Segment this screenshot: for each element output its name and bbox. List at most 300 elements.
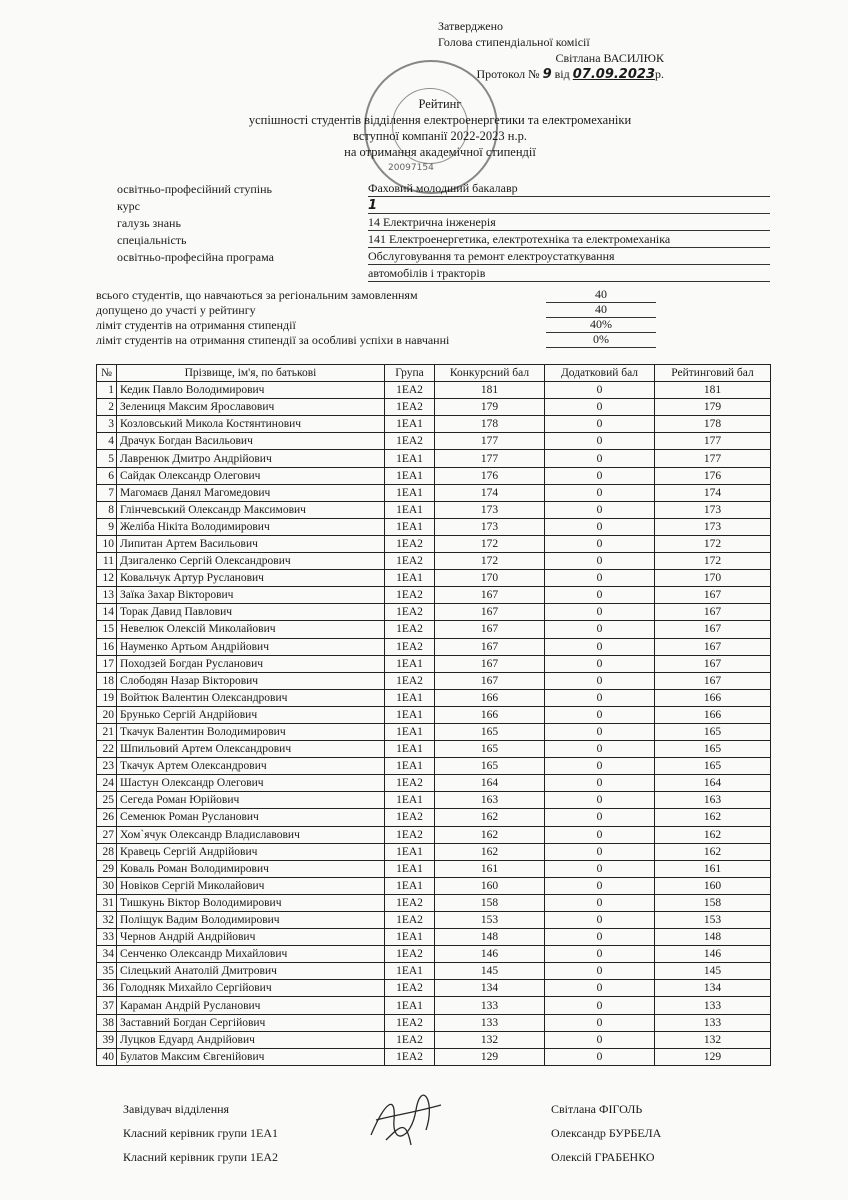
table-row — [97, 672, 771, 689]
rating-score: 170 — [655, 570, 771, 587]
student-group: 1ЕА2 — [385, 1048, 435, 1065]
info-value: Обслуговування та ремонт електроустаткування — [368, 249, 770, 265]
student-name: Лавренюк Дмитро Андрійович — [117, 450, 385, 467]
table-row — [97, 963, 771, 980]
row-number: 10 — [97, 535, 117, 552]
stats-label: ліміт студентів на отримання стипендії — [96, 318, 296, 332]
additional-score: 0 — [545, 433, 655, 450]
rating-score: 134 — [655, 980, 771, 997]
stats-value: 40 — [546, 302, 656, 318]
rating-score: 172 — [655, 553, 771, 570]
student-group: 1ЕА2 — [385, 382, 435, 399]
student-name: Зелениця Максим Ярославович — [117, 399, 385, 416]
competitive-score: 133 — [435, 997, 545, 1014]
document-title — [160, 96, 720, 160]
signature-row — [123, 1102, 743, 1126]
stats-label: допущено до участі у рейтингу — [96, 303, 256, 317]
title-line-4: на отримання академічної стипендії — [344, 145, 536, 159]
competitive-score: 173 — [435, 501, 545, 518]
student-name: Булатов Максим Євгенійович — [117, 1048, 385, 1065]
table-row — [97, 809, 771, 826]
title-line-3: вступної компанії 2022-2023 н.р. — [353, 129, 527, 143]
additional-score: 0 — [545, 501, 655, 518]
additional-score: 0 — [545, 826, 655, 843]
table-row — [97, 518, 771, 535]
rating-score: 181 — [655, 382, 771, 399]
row-number: 1 — [97, 382, 117, 399]
protocol-number: 9 — [542, 67, 552, 82]
table-row — [97, 1031, 771, 1048]
additional-score: 0 — [545, 467, 655, 484]
signature-row — [123, 1126, 743, 1150]
info-row — [117, 265, 777, 282]
competitive-score: 158 — [435, 894, 545, 911]
approval-label: Затверджено — [438, 19, 504, 33]
date-prefix: від — [554, 67, 570, 81]
table-row — [97, 399, 771, 416]
table-row — [97, 894, 771, 911]
info-label: курс — [117, 199, 140, 213]
student-group: 1ЕА1 — [385, 741, 435, 758]
row-number: 13 — [97, 587, 117, 604]
student-group: 1ЕА1 — [385, 570, 435, 587]
competitive-score: 163 — [435, 792, 545, 809]
additional-score: 0 — [545, 570, 655, 587]
info-value: Фаховий молодший бакалавр — [368, 181, 770, 197]
row-number: 11 — [97, 553, 117, 570]
student-group: 1ЕА2 — [385, 553, 435, 570]
student-name: Глінчевський Олександр Максимович — [117, 501, 385, 518]
rating-score: 167 — [655, 604, 771, 621]
competitive-score: 170 — [435, 570, 545, 587]
competitive-score: 167 — [435, 672, 545, 689]
row-number: 3 — [97, 416, 117, 433]
row-number: 36 — [97, 980, 117, 997]
header-competitive-score: Конкурсний бал — [435, 365, 545, 382]
competitive-score: 172 — [435, 553, 545, 570]
competitive-score: 165 — [435, 758, 545, 775]
table-row — [97, 1014, 771, 1031]
student-name: Семенюк Роман Русланович — [117, 809, 385, 826]
row-number: 40 — [97, 1048, 117, 1065]
row-number: 27 — [97, 826, 117, 843]
student-name: Заставний Богдан Сергійович — [117, 1014, 385, 1031]
competitive-score: 162 — [435, 843, 545, 860]
row-number: 19 — [97, 689, 117, 706]
row-number: 39 — [97, 1031, 117, 1048]
additional-score: 0 — [545, 929, 655, 946]
rating-score: 160 — [655, 877, 771, 894]
rating-score: 178 — [655, 416, 771, 433]
competitive-score: 177 — [435, 450, 545, 467]
row-number: 16 — [97, 638, 117, 655]
additional-score: 0 — [545, 741, 655, 758]
rating-score: 166 — [655, 689, 771, 706]
rating-score: 172 — [655, 535, 771, 552]
table-row — [97, 946, 771, 963]
info-row — [117, 231, 777, 248]
row-number: 17 — [97, 655, 117, 672]
competitive-score: 179 — [435, 399, 545, 416]
additional-score: 0 — [545, 518, 655, 535]
student-group: 1ЕА2 — [385, 912, 435, 929]
table-row — [97, 501, 771, 518]
rating-score: 132 — [655, 1031, 771, 1048]
student-group: 1ЕА1 — [385, 963, 435, 980]
stats-value: 40 — [546, 287, 656, 303]
student-name: Магомаєв Данял Магомедович — [117, 484, 385, 501]
table-body — [97, 382, 771, 1066]
student-group: 1ЕА2 — [385, 621, 435, 638]
table-row — [97, 433, 771, 450]
student-group: 1ЕА2 — [385, 535, 435, 552]
student-name: Кедик Павло Володимирович — [117, 382, 385, 399]
stats-label: всього студентів, що навчаються за регіональним замовленням — [96, 288, 418, 302]
info-value: 141 Електроенергетика, електротехніка та електромеханіка — [368, 232, 770, 248]
competitive-score: 166 — [435, 706, 545, 723]
approval-protocol — [438, 66, 678, 83]
additional-score: 0 — [545, 758, 655, 775]
table-row — [97, 638, 771, 655]
student-name: Кравець Сергій Андрійович — [117, 843, 385, 860]
info-row — [117, 248, 777, 265]
rating-score: 163 — [655, 792, 771, 809]
competitive-score: 174 — [435, 484, 545, 501]
competitive-score: 161 — [435, 860, 545, 877]
student-group: 1ЕА2 — [385, 399, 435, 416]
row-number: 25 — [97, 792, 117, 809]
student-name: Тишкунь Віктор Володимирович — [117, 894, 385, 911]
student-name: Торак Давид Павлович — [117, 604, 385, 621]
rating-score: 167 — [655, 638, 771, 655]
student-name: Брунько Сергій Андрійович — [117, 706, 385, 723]
rating-score: 167 — [655, 621, 771, 638]
row-number: 22 — [97, 741, 117, 758]
header-additional-score: Додатковий бал — [545, 365, 655, 382]
table-row — [97, 484, 771, 501]
student-name: Невелюк Олексій Миколайович — [117, 621, 385, 638]
student-group: 1ЕА2 — [385, 826, 435, 843]
table-row — [97, 877, 771, 894]
student-group: 1ЕА2 — [385, 604, 435, 621]
table-row — [97, 689, 771, 706]
additional-score: 0 — [545, 399, 655, 416]
competitive-score: 160 — [435, 877, 545, 894]
student-group: 1ЕА1 — [385, 467, 435, 484]
competitive-score: 129 — [435, 1048, 545, 1065]
rating-score: 145 — [655, 963, 771, 980]
rating-score: 173 — [655, 501, 771, 518]
student-group: 1ЕА2 — [385, 980, 435, 997]
competitive-score: 173 — [435, 518, 545, 535]
student-name: Чернов Андрій Андрійович — [117, 929, 385, 946]
additional-score: 0 — [545, 604, 655, 621]
row-number: 29 — [97, 860, 117, 877]
table-header-row — [97, 365, 771, 382]
rating-score: 165 — [655, 758, 771, 775]
competitive-score: 181 — [435, 382, 545, 399]
additional-score: 0 — [545, 706, 655, 723]
stats-row — [96, 318, 666, 333]
table-row — [97, 758, 771, 775]
table-row — [97, 843, 771, 860]
additional-score: 0 — [545, 621, 655, 638]
student-group: 1ЕА1 — [385, 758, 435, 775]
info-row — [117, 180, 777, 197]
rating-score: 162 — [655, 826, 771, 843]
table-row — [97, 723, 771, 740]
student-group: 1ЕА1 — [385, 655, 435, 672]
row-number: 38 — [97, 1014, 117, 1031]
table-row — [97, 382, 771, 399]
student-group: 1ЕА1 — [385, 484, 435, 501]
table-row — [97, 535, 771, 552]
row-number: 24 — [97, 775, 117, 792]
competitive-score: 165 — [435, 723, 545, 740]
row-number: 34 — [97, 946, 117, 963]
stats-row — [96, 288, 666, 303]
table-row — [97, 706, 771, 723]
table-row — [97, 655, 771, 672]
competitive-score: 146 — [435, 946, 545, 963]
rating-score: 129 — [655, 1048, 771, 1065]
additional-score: 0 — [545, 963, 655, 980]
student-name: Войтюк Валентин Олександрович — [117, 689, 385, 706]
info-label: спеціальність — [117, 233, 187, 247]
row-number: 6 — [97, 467, 117, 484]
student-name: Новіков Сергій Миколайович — [117, 877, 385, 894]
additional-score: 0 — [545, 587, 655, 604]
student-name: Сайдак Олександр Олегович — [117, 467, 385, 484]
student-group: 1ЕА1 — [385, 723, 435, 740]
student-group: 1ЕА1 — [385, 450, 435, 467]
table-row — [97, 553, 771, 570]
additional-score: 0 — [545, 450, 655, 467]
row-number: 4 — [97, 433, 117, 450]
additional-score: 0 — [545, 860, 655, 877]
additional-score: 0 — [545, 382, 655, 399]
rating-score: 158 — [655, 894, 771, 911]
rating-score: 162 — [655, 843, 771, 860]
rating-score: 165 — [655, 723, 771, 740]
protocol-date: 07.09.2023 — [572, 67, 655, 82]
student-name: Сенченко Олександр Михайлович — [117, 946, 385, 963]
additional-score: 0 — [545, 672, 655, 689]
additional-score: 0 — [545, 655, 655, 672]
student-group: 1ЕА1 — [385, 860, 435, 877]
row-number: 5 — [97, 450, 117, 467]
rating-stats — [96, 288, 666, 348]
row-number: 18 — [97, 672, 117, 689]
rating-score: 133 — [655, 1014, 771, 1031]
signature-role: Класний керівник групи 1ЕА2 — [123, 1150, 279, 1164]
table-row — [97, 604, 771, 621]
student-name: Походзей Богдан Русланович — [117, 655, 385, 672]
rating-score: 161 — [655, 860, 771, 877]
student-group: 1ЕА1 — [385, 929, 435, 946]
signature-role: Завідувач відділення — [123, 1102, 230, 1116]
student-name: Драчук Богдан Васильович — [117, 433, 385, 450]
additional-score: 0 — [545, 1031, 655, 1048]
rating-score: 165 — [655, 741, 771, 758]
stats-value: 40% — [546, 317, 656, 333]
stamp-code: 20097154 — [388, 163, 434, 173]
additional-score: 0 — [545, 638, 655, 655]
table-row — [97, 912, 771, 929]
additional-score: 0 — [545, 535, 655, 552]
student-group: 1ЕА1 — [385, 877, 435, 894]
competitive-score: 167 — [435, 604, 545, 621]
student-group: 1ЕА2 — [385, 775, 435, 792]
student-group: 1ЕА2 — [385, 809, 435, 826]
competitive-score: 145 — [435, 963, 545, 980]
student-group: 1ЕА1 — [385, 843, 435, 860]
signature-name: Світлана ФІГОЛЬ — [551, 1102, 643, 1116]
student-group: 1ЕА1 — [385, 501, 435, 518]
student-group: 1ЕА1 — [385, 416, 435, 433]
student-group: 1ЕА1 — [385, 792, 435, 809]
table-row — [97, 929, 771, 946]
rating-score: 173 — [655, 518, 771, 535]
additional-score: 0 — [545, 553, 655, 570]
student-group: 1ЕА1 — [385, 518, 435, 535]
signature-name: Олексій ГРАБЕНКО — [551, 1150, 655, 1164]
table-row — [97, 775, 771, 792]
row-number: 28 — [97, 843, 117, 860]
rating-score: 167 — [655, 587, 771, 604]
row-number: 8 — [97, 501, 117, 518]
rating-score: 177 — [655, 450, 771, 467]
table-row — [97, 860, 771, 877]
rating-score: 177 — [655, 433, 771, 450]
header-name: Прізвище, ім'я, по батькові — [117, 365, 385, 382]
competitive-score: 167 — [435, 587, 545, 604]
table-row — [97, 980, 771, 997]
additional-score: 0 — [545, 689, 655, 706]
additional-score: 0 — [545, 946, 655, 963]
info-value: 1 — [368, 198, 770, 214]
competitive-score: 153 — [435, 912, 545, 929]
row-number: 32 — [97, 912, 117, 929]
student-name: Науменко Артьом Андрійович — [117, 638, 385, 655]
competitive-score: 165 — [435, 741, 545, 758]
student-group: 1ЕА2 — [385, 433, 435, 450]
student-group: 1ЕА2 — [385, 894, 435, 911]
student-name: Караман Андрій Русланович — [117, 997, 385, 1014]
row-number: 9 — [97, 518, 117, 535]
student-group: 1ЕА2 — [385, 638, 435, 655]
student-name: Голодняк Михайло Сергійович — [117, 980, 385, 997]
competitive-score: 176 — [435, 467, 545, 484]
student-name: Хом`ячук Олександр Владиславович — [117, 826, 385, 843]
competitive-score: 178 — [435, 416, 545, 433]
header-group: Група — [385, 365, 435, 382]
row-number: 12 — [97, 570, 117, 587]
info-row — [117, 197, 777, 214]
additional-score: 0 — [545, 894, 655, 911]
additional-score: 0 — [545, 416, 655, 433]
approval-name: Світлана ВАСИЛЮК — [555, 51, 664, 65]
rating-score: 166 — [655, 706, 771, 723]
rating-score: 167 — [655, 655, 771, 672]
row-number: 14 — [97, 604, 117, 621]
rating-score: 167 — [655, 672, 771, 689]
student-name: Ковальчук Артур Русланович — [117, 570, 385, 587]
row-number: 21 — [97, 723, 117, 740]
row-number: 7 — [97, 484, 117, 501]
competitive-score: 167 — [435, 655, 545, 672]
student-name: Сегеда Роман Юрійович — [117, 792, 385, 809]
student-name: Сілецький Анатолій Дмитрович — [117, 963, 385, 980]
table-row — [97, 450, 771, 467]
competitive-score: 164 — [435, 775, 545, 792]
student-group: 1ЕА2 — [385, 946, 435, 963]
signatures-block — [123, 1102, 743, 1174]
header-rating-score: Рейтинговий бал — [655, 365, 771, 382]
additional-score: 0 — [545, 723, 655, 740]
header-number: № — [97, 365, 117, 382]
rating-table — [96, 364, 771, 1066]
student-group: 1ЕА1 — [385, 997, 435, 1014]
rating-score: 179 — [655, 399, 771, 416]
rating-score: 153 — [655, 912, 771, 929]
competitive-score: 167 — [435, 638, 545, 655]
student-name: Ткачук Артем Олександрович — [117, 758, 385, 775]
row-number: 15 — [97, 621, 117, 638]
table-row — [97, 1048, 771, 1065]
additional-score: 0 — [545, 877, 655, 894]
rating-score: 174 — [655, 484, 771, 501]
competitive-score: 167 — [435, 621, 545, 638]
competitive-score: 132 — [435, 1031, 545, 1048]
info-label: освітньо-професійний ступінь — [117, 182, 272, 196]
signature-row — [123, 1150, 743, 1174]
additional-score: 0 — [545, 1048, 655, 1065]
student-group: 1ЕА2 — [385, 1014, 435, 1031]
title-line-2: успішності студентів відділення електроенергетики та електромеханіки — [248, 113, 632, 127]
info-label: галузь знань — [117, 216, 181, 230]
info-label: освітньо-професійна програма — [117, 250, 274, 264]
row-number: 20 — [97, 706, 117, 723]
protocol-prefix: Протокол № — [476, 67, 540, 81]
rating-score: 164 — [655, 775, 771, 792]
signature-name: Олександр БУРБЕЛА — [551, 1126, 662, 1140]
competitive-score: 133 — [435, 1014, 545, 1031]
rating-score: 148 — [655, 929, 771, 946]
student-name: Коваль Роман Володимирович — [117, 860, 385, 877]
info-value: 14 Електрична інженерія — [368, 215, 770, 231]
row-number: 35 — [97, 963, 117, 980]
additional-score: 0 — [545, 809, 655, 826]
row-number: 23 — [97, 758, 117, 775]
table-row — [97, 467, 771, 484]
rating-score: 146 — [655, 946, 771, 963]
additional-score: 0 — [545, 792, 655, 809]
row-number: 33 — [97, 929, 117, 946]
additional-score: 0 — [545, 1014, 655, 1031]
table-row — [97, 416, 771, 433]
stats-value: 0% — [546, 332, 656, 348]
stats-label: ліміт студентів на отримання стипендії за особливі успіхи в навчанні — [96, 333, 450, 347]
table-row — [97, 792, 771, 809]
approval-chair: Голова стипендіальної комісії — [438, 35, 590, 49]
competitive-score: 134 — [435, 980, 545, 997]
table-row — [97, 570, 771, 587]
additional-score: 0 — [545, 997, 655, 1014]
row-number: 37 — [97, 997, 117, 1014]
student-group: 1ЕА2 — [385, 672, 435, 689]
student-name: Луцков Едуард Андрійович — [117, 1031, 385, 1048]
